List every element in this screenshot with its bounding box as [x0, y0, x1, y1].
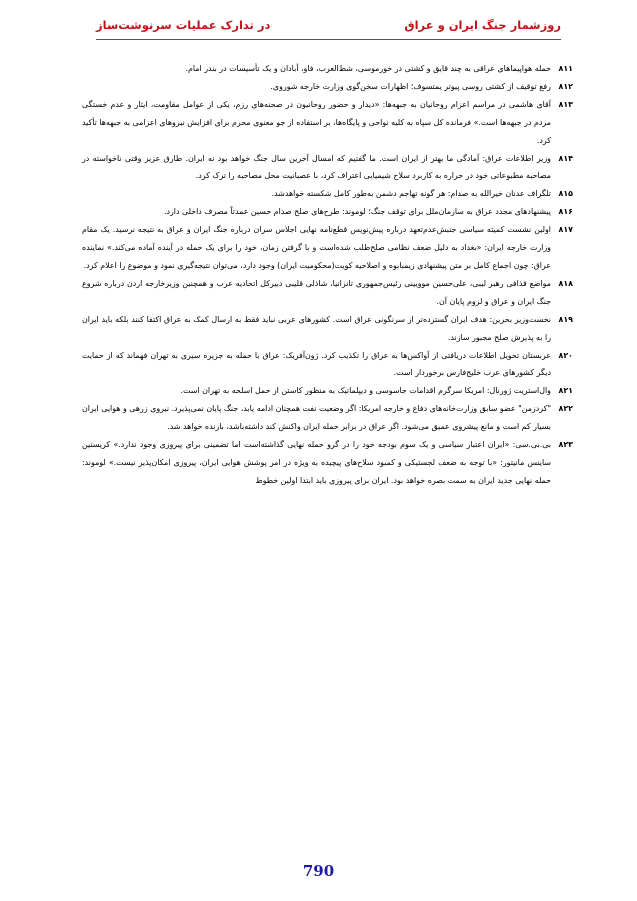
- chronology-entry: [82, 150, 573, 186]
- chronology-entry: [82, 185, 573, 203]
- entry-text: حمله هواپیماهای عراقی به چند قایق و کشتی در خورموسی، شط‌العرب، فاو، آبادان و یک تأسیسات در بندر امام.: [185, 64, 551, 73]
- entry-text: وزیر اطلاعات عراق: آمادگی ما بهتر از ایران است. ما گفتیم که امسال آخرین سال جنگ خواهد بود نه ایران. طارق عزیز وقتی ناخواسته در مصاحبه مطبوعاتی خود در حراره به کاربرد سلاح شیمیایی اعتراف کرد، با عصبانیت محل مصاحبه را ترک کرد.: [82, 153, 551, 181]
- entry-number: ۸۱۳: [558, 99, 573, 109]
- chronology-entry: [82, 436, 573, 490]
- entry-number: ۸۲۲: [558, 404, 573, 414]
- chronology-entry: [82, 347, 573, 383]
- header-chapter-title: در تدارک عملیات سرنوشت‌ساز: [96, 18, 271, 32]
- entry-number: ۸۱۵: [558, 189, 573, 199]
- chronology-entry: [82, 78, 573, 96]
- entry-number: ۸۱۹: [558, 314, 573, 324]
- chronology-entry: [82, 382, 573, 400]
- entry-number: ۸۱۴: [558, 153, 573, 163]
- page-number: 790: [302, 862, 335, 880]
- entry-text: اولین نشست کمیته سیاسی جنبش‌عدم‌تعهد درباره پیش‌نویس قطع‌نامه نهایی اجلاس سران درباره جنگ ایران و عراق به نتیجه نرسید. یک مقام وزارت خارجه ایران: «بغداد به دلیل ضعف نظامی صلح‌طلب شده‌است و با گرفتن زمان، خود را برای یک حمله در آینده آماده می‌کند.» نماینده عراق: چون اجماع کامل بر متن پیشنهادی زیمبابوه و اصلاحیه کویت(محکومیت ایران) وجود دارد، می‌توان نتیجه‌گیری نمود و موضوع را اعلام کرد.: [82, 225, 551, 270]
- header-book-title: روزشمار جنگ ایران و عراق: [404, 18, 561, 32]
- chronology-entry: [82, 60, 573, 78]
- entry-text: تلگراف عدنان خیرالله به صدام: هر گونه تهاجم دشمن به‌طور کامل شکسته خواهدشد.: [271, 189, 551, 199]
- entry-text: رفع توقیف از کشتی روسی پیوتر یمتسوف؛ اظهارات سخن‌گوی وزارت خارجه شوروی.: [270, 81, 551, 91]
- entry-text: آقای هاشمی در مراسم اعزام روحانیان به جبهه‌ها: «دیدار و حضور روحانیون در صحنه‌های رزم، یکی از عوامل مقاومت، ایثار و عدم خستگی مردم در جبهه‌ها است.» فرمانده کل سپاه به کلیه نواحی و پایگاه‌ها، بر استفاده از جو معنوی محرم برای افزایش نیروهای اعزامی به جبهه‌ها تأکید کرد.: [82, 99, 551, 145]
- entry-text: وال‌استریت ژورنال: امریکا سرگرم اقدامات جاسوسی و دیپلماتیک به منظور کاستن از حمل اسلحه به تهران است.: [180, 386, 551, 396]
- chronology-entry: [82, 400, 573, 436]
- entry-number: ۸۱۷: [558, 225, 573, 235]
- entry-number: ۸۲۱: [558, 386, 573, 396]
- running-header: [96, 14, 561, 36]
- entry-text: عربستان تحویل اطلاعات دریافتی از آواکس‌ها به عراق را تکذیب کرد. ژون‌آفریک: عراق با حمله به جزیره سیری به تهران فهماند که از حمایت دیگر کشورهای عرب خلیج‌فارس برخوردار است.: [82, 350, 551, 378]
- entry-number: ۸۲۳: [558, 440, 573, 450]
- entry-number: ۸۱۸: [558, 278, 573, 288]
- entry-text: بی.بی.سی: «ایران اعتبار سیاسی و یک سوم بودجه خود را در گرو حمله نهایی گذاشته‌است اما تضمینی برای پیروزی وجود ندارد.» کریستین ساینس مانیتور: «با توجه به ضعف لجستیکی و کمبود سلاح‌های پیچیده به ویژه در امر پوشش هوایی ایران، پیروزی امکان‌پذیر نیست.» لوموند: حمله نهایی جدید ایران به سمت بصره خواهد بود. ایران برای پیروزی باید ابتدا اولین خطوط: [82, 440, 551, 485]
- entry-number: ۸۱۱: [558, 64, 573, 73]
- entry-text: "کردزمن" عضو سابق وزارت‌خانه‌های دفاع و خارجه امریکا: اگر وضعیت نفت همچنان ادامه یابد، جنگ پایان نمی‌پذیرد. نیروی زرهی و هوایی ایران بسیار کم است و مانع پیشروی عمیق می‌شود. اگر عراق در برابر حمله ایران واکنش کند داشته‌باشد، بازنده خواهد شد.: [82, 404, 551, 432]
- chronology-entry: [82, 203, 573, 221]
- chronology-entry: [82, 275, 573, 311]
- chronology-entry: [82, 311, 573, 347]
- entry-text: پیشنهادهای مجدد عراق به سازمان‌ملل برای توقف جنگ؛ لوموند: طرح‌های صلح صدام حسین عمدتاً مصرف داخلی دارد.: [163, 207, 551, 217]
- entries-list: [82, 60, 573, 490]
- chronology-entry: [82, 221, 573, 275]
- chronology-entry: [82, 96, 573, 150]
- entry-number: ۸۲۰: [558, 350, 573, 360]
- entry-text: مواضع قذافی رهبر لیبی، علی‌حسین موویینی رئیس‌جمهوری تانزانیا، شاذلی قلیبی دبیرکل اتحادیه عرب و همچنین وزیرخارجه اردن درباره شروع جنگ ایران و عراق و لزوم پایان آن.: [82, 278, 551, 306]
- entry-text: نخست‌وزیر بحرین: هدف ایران گسترده‌تر از سرنگونی عراق است. کشورهای عربی نباید فقط به ارسال کمک به عراق اکتفا کنند بلکه باید ایران را به پذیرش صلح مجبور سازند.: [82, 314, 551, 342]
- header-rule: [96, 39, 561, 40]
- entry-number: ۸۱۶: [558, 207, 573, 217]
- entry-number: ۸۱۲: [558, 81, 573, 91]
